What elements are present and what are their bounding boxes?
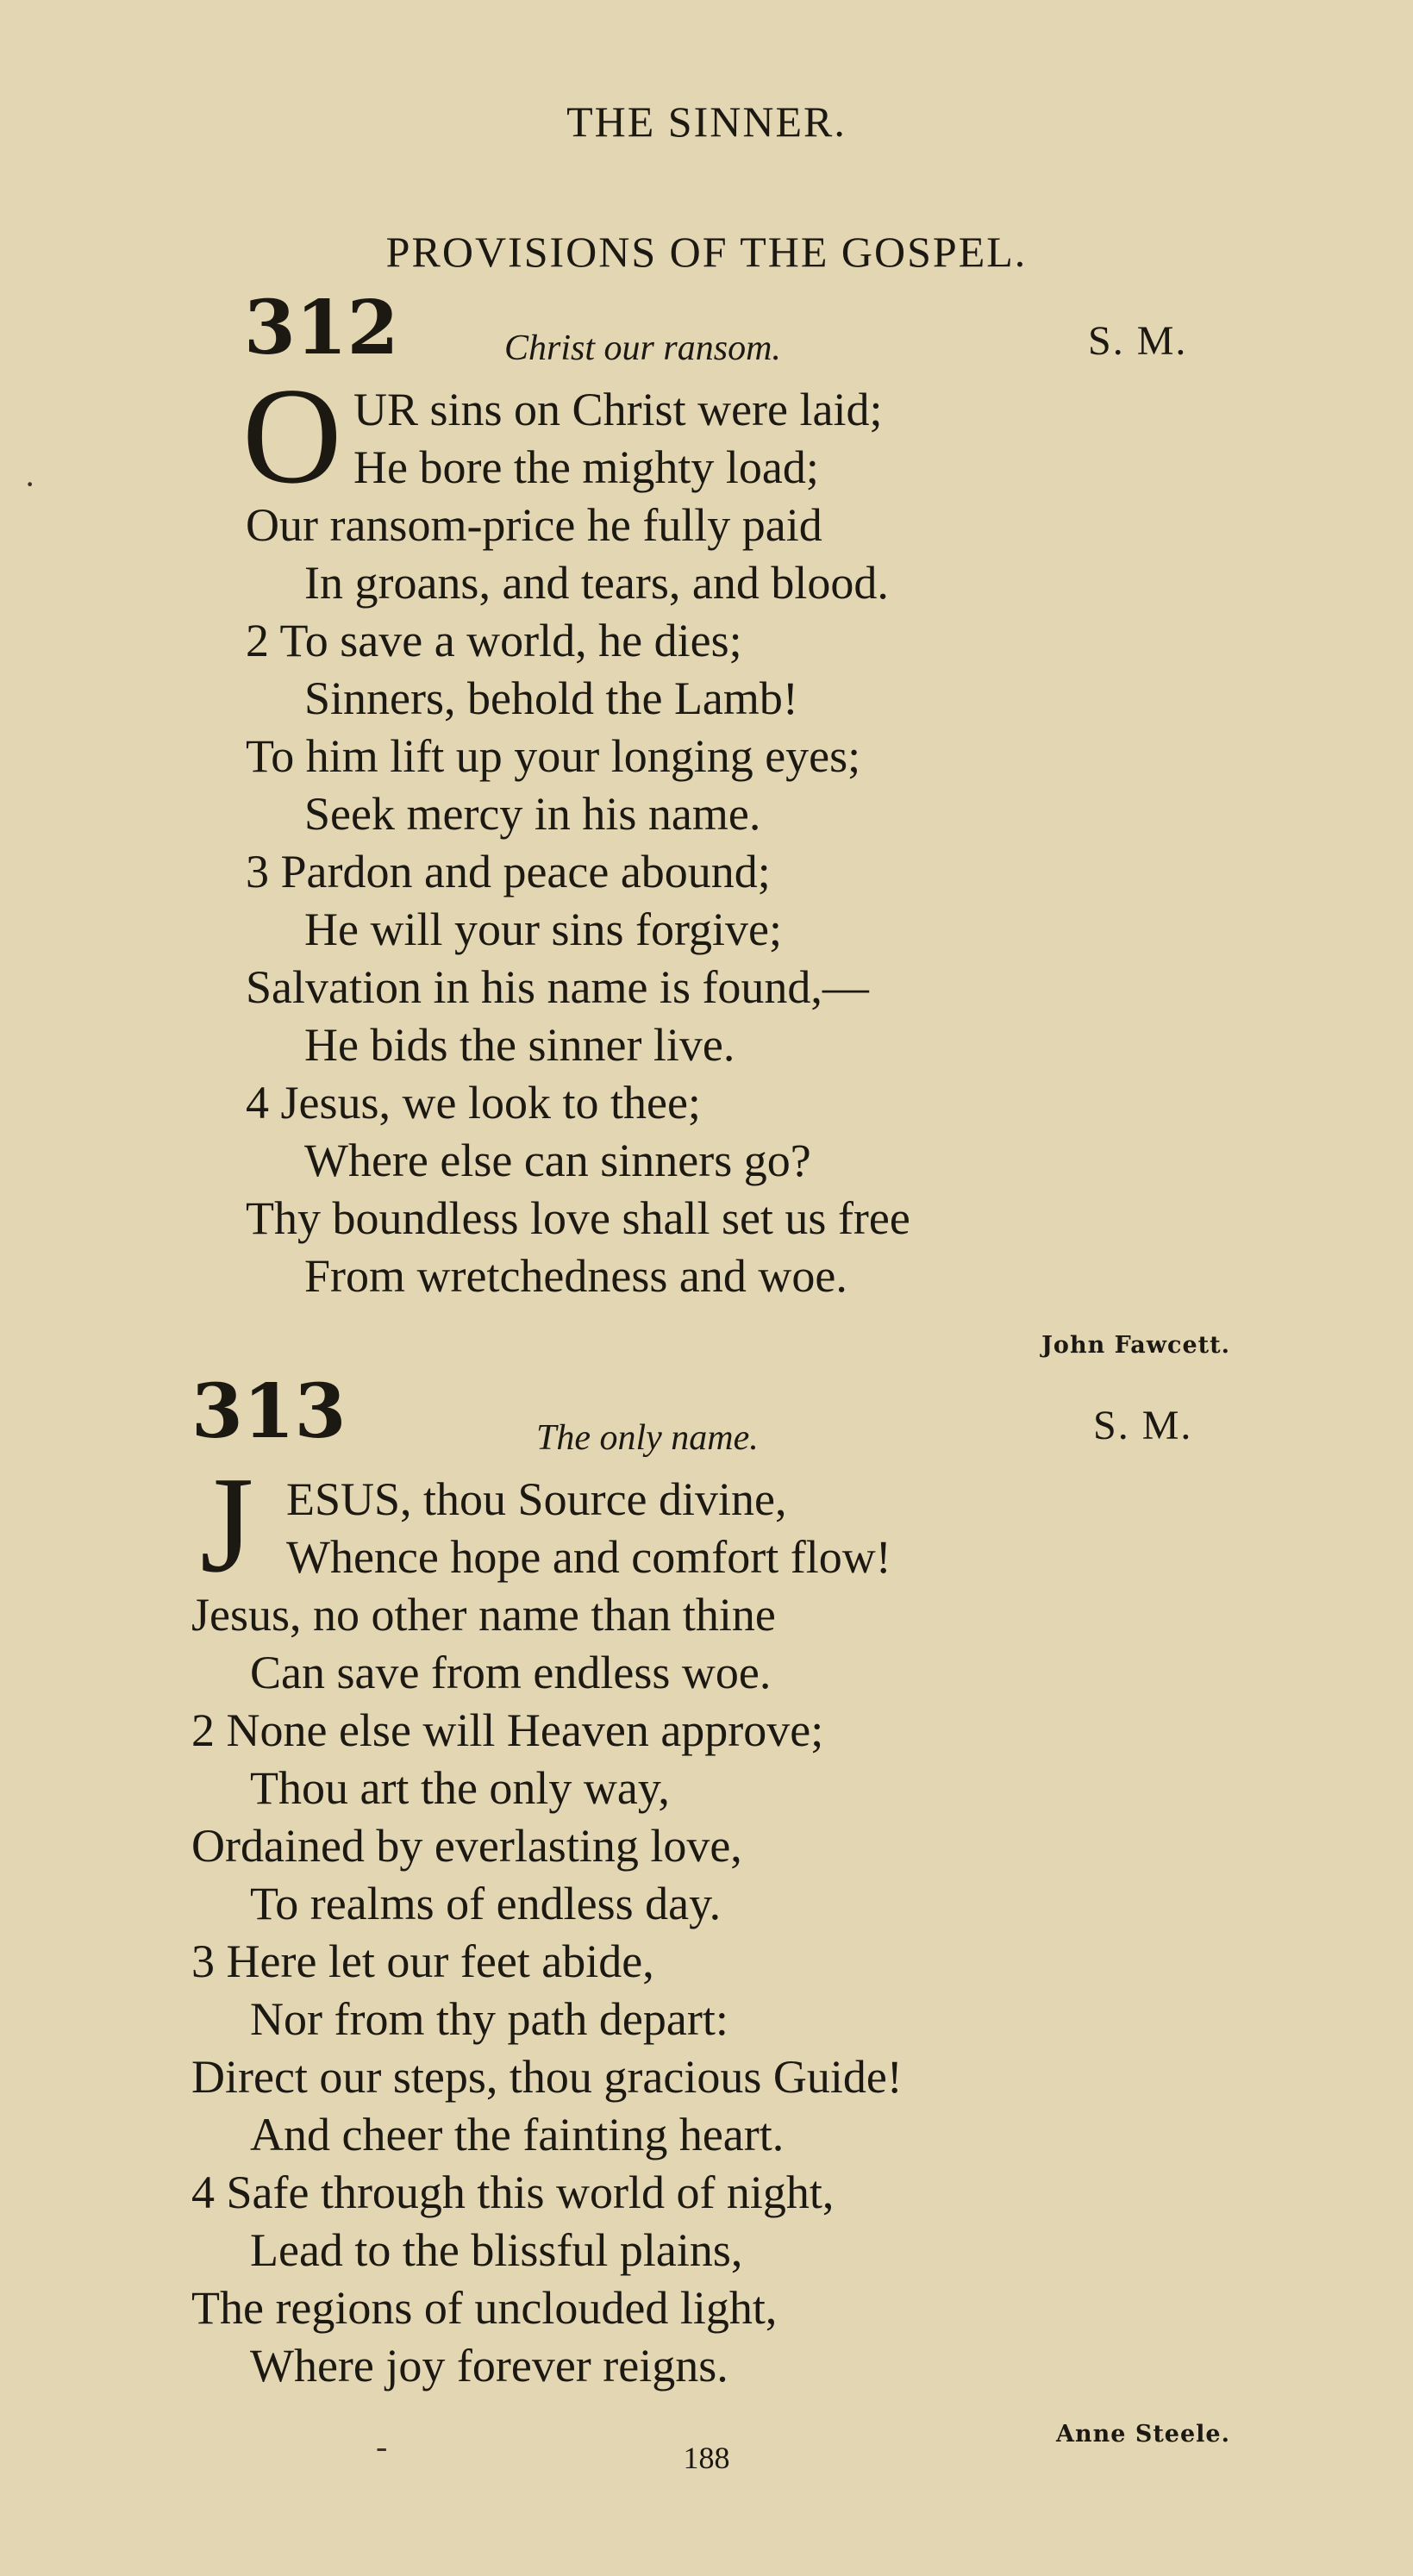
drop-cap: J <box>200 1447 254 1601</box>
hymn-line: Salvation in his name is found,— <box>246 961 869 1013</box>
hymn-line: Can save from endless woe. <box>250 1647 772 1698</box>
hymn-line: Where else can sinners go? <box>304 1135 811 1186</box>
hymn-line: Nor from thy path depart: <box>250 1993 728 2045</box>
section-title: PROVISIONS OF THE GOSPEL. <box>385 228 1028 276</box>
hymn-line: Where joy forever reigns. <box>250 2340 728 2392</box>
hymn-meter: S. M. <box>1088 318 1188 364</box>
hymn-line: 4 Safe through this world of night, <box>191 2166 835 2218</box>
hymn-author: John Fawcett. <box>1041 1332 1230 1359</box>
hymn-subtitle: The only name. <box>536 1418 759 1458</box>
running-head: THE SINNER. <box>566 97 847 146</box>
hymn-line: 3 Pardon and peace abound; <box>246 846 771 897</box>
hymn-line: Our ransom-price he fully paid <box>246 499 822 551</box>
hymn-line: Seek mercy in his name. <box>304 788 761 840</box>
hymn-number: 313 <box>191 1368 347 1455</box>
page-number: 188 <box>683 2441 730 2475</box>
hymn-line: Thy boundless love shall set us free <box>246 1192 910 1244</box>
hymn-line: He will your sins forgive; <box>304 903 782 955</box>
hymn-line: To realms of endless day. <box>250 1878 722 1929</box>
hymn-line: Whence hope and comfort flow! <box>286 1531 891 1583</box>
hymn-line: 4 Jesus, we look to thee; <box>246 1077 701 1129</box>
hymn-line: UR sins on Christ were laid; <box>353 384 883 435</box>
hymn-line: ESUS, thou Source divine, <box>286 1473 787 1525</box>
hymn-author: Anne Steele. <box>1056 2421 1230 2448</box>
hymn-line: The regions of unclouded light, <box>191 2282 778 2334</box>
hymn-line: He bids the sinner live. <box>304 1019 735 1071</box>
hymn-line: He bore the mighty load; <box>353 441 819 493</box>
drop-cap: O <box>242 359 342 512</box>
hymn-number: 312 <box>244 284 399 372</box>
hymn-subtitle: Christ our ransom. <box>504 328 781 368</box>
hymn-line: Sinners, behold the Lamb! <box>304 672 798 724</box>
margin-mark: · <box>24 465 36 503</box>
hymn-meter: S. M. <box>1093 1403 1193 1448</box>
margin-mark: - <box>376 2427 388 2466</box>
hymn-line: Ordained by everlasting love, <box>191 1820 742 1872</box>
hymn-line: Jesus, no other name than thine <box>191 1589 776 1641</box>
hymn-line: In groans, and tears, and blood. <box>304 557 889 609</box>
hymn-line: Thou art the only way, <box>250 1762 670 1814</box>
hymn-line: Direct our steps, thou gracious Guide! <box>191 2051 903 2103</box>
hymn-line: 2 None else will Heaven approve; <box>191 1704 824 1756</box>
hymn-line: 3 Here let our feet abide, <box>191 1935 654 1987</box>
hymn-line: 2 To save a world, he dies; <box>246 615 742 666</box>
hymn-line: To him lift up your longing eyes; <box>246 730 861 782</box>
hymn-line: From wretchedness and woe. <box>304 1250 847 1302</box>
hymn-line: And cheer the fainting heart. <box>250 2109 785 2160</box>
hymn-line: Lead to the blissful plains, <box>250 2224 743 2276</box>
